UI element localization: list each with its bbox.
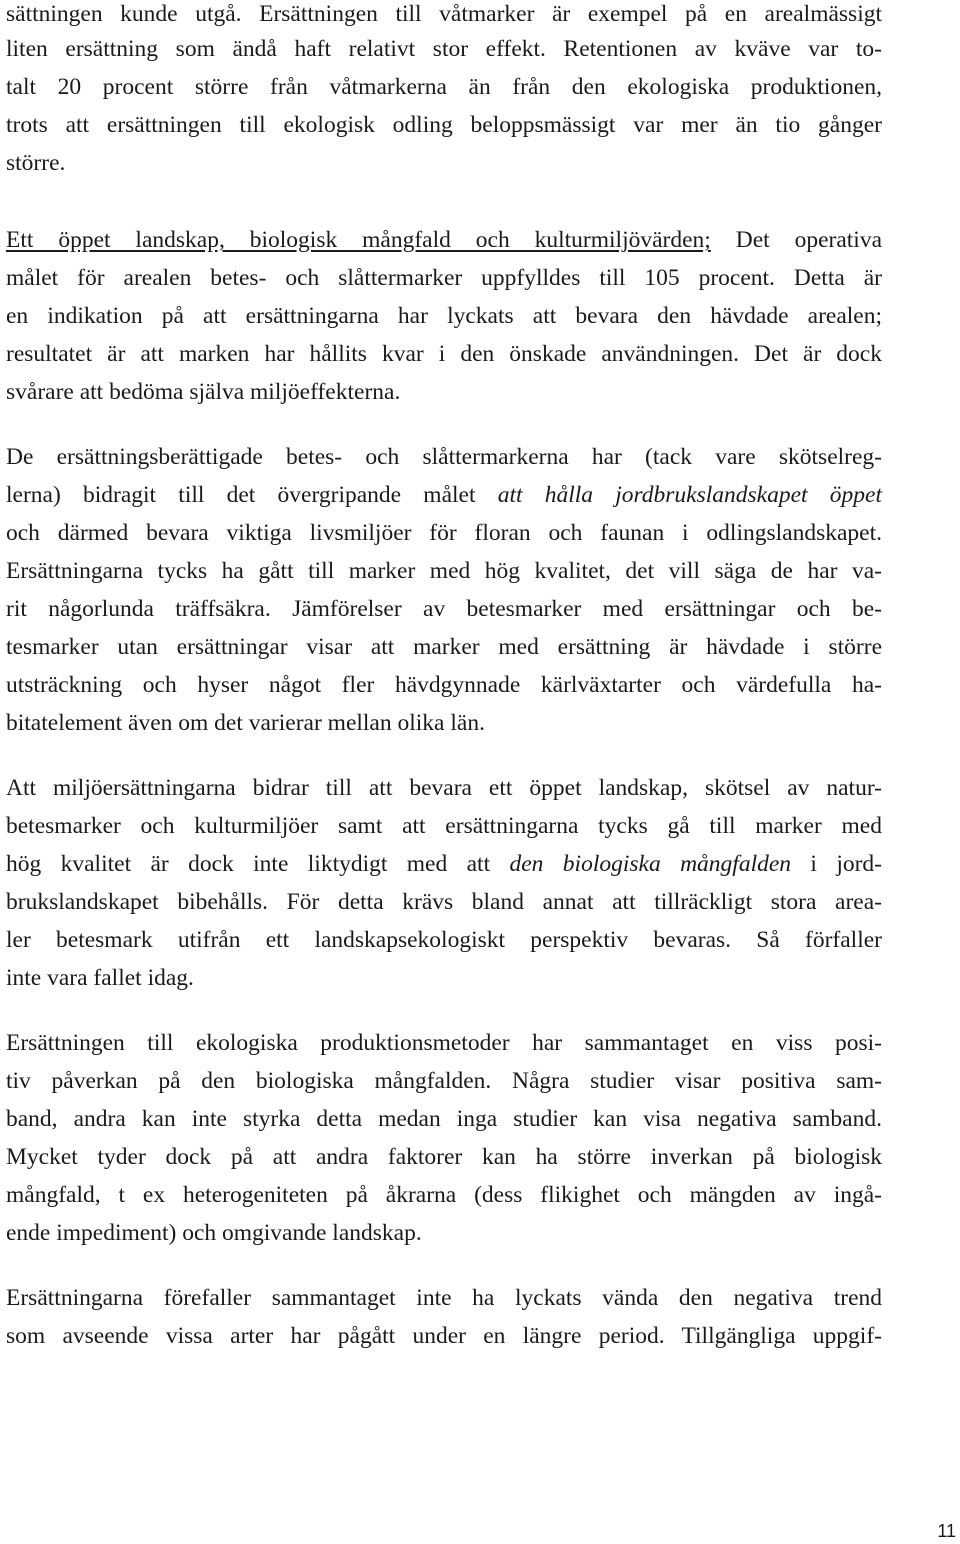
- text-line: brukslandskapet bibehålls. För detta krävs bland annat att tillräckligt stora area-: [6, 889, 882, 915]
- text-line: bitatelement även om det varierar mellan olika län.: [6, 710, 485, 736]
- text-line: liten ersättning som ändå haft relativt stor effekt. Retentionen av kväve var to-: [6, 36, 882, 62]
- text-line: Att miljöersättningarna bidrar till att bevara ett öppet landskap, skötsel av natur-: [6, 775, 882, 801]
- text-line: Ersättningarna förefaller sammantaget inte ha lyckats vända den negativa trend: [6, 1285, 882, 1311]
- emphasis-text: den biologiska mångfalden: [509, 851, 792, 877]
- text-line: ende impediment) och omgivande landskap.: [6, 1220, 422, 1246]
- page-number: 11: [937, 1521, 956, 1541]
- text-line: som avseende vissa arter har pågått under en längre period. Tillgängliga uppgif-: [6, 1323, 882, 1349]
- text-line: tesmarker utan ersättningar visar att marker med ersättning är hävdade i större: [6, 634, 882, 660]
- text-run: Det operativa: [710, 227, 883, 253]
- text-line: betesmarker och kulturmiljöer samt att ersättningarna tycks gå till marker med: [6, 813, 882, 839]
- text-line: Ersättningarna tycks ha gått till marker med hög kvalitet, det vill säga de har va-: [6, 558, 882, 584]
- text-line: större.: [6, 150, 66, 176]
- text-line: målet för arealen betes- och slåttermarker uppfylldes till 105 procent. Detta är: [6, 265, 882, 291]
- text-line: rit någorlunda träffsäkra. Jämförelser av betesmarker med ersättningar och be-: [6, 596, 882, 622]
- text-line: [6, 850, 882, 878]
- text-line: mångfald, t ex heterogeniteten på åkrarna (dess flikighet och mängden av ingå-: [6, 1182, 882, 1208]
- emphasis-text: att hålla jordbrukslandskapet öppet: [497, 482, 882, 508]
- text-run: i jord-: [791, 851, 883, 877]
- text-line: en indikation på att ersättningarna har lyckats att bevara den hävdade arealen;: [6, 303, 882, 329]
- text-line: Mycket tyder dock på att andra faktorer kan ha större inverkan på biologisk: [6, 1144, 882, 1170]
- text-line: resultatet är att marken har hållits kvar i den önskade användningen. Det är dock: [6, 341, 882, 367]
- text-line: [6, 226, 882, 254]
- text-run: lerna) bidragit till det övergripande målet: [6, 482, 498, 508]
- text-line: Ersättningen till ekologiska produktionsmetoder har sammantaget en viss posi-: [6, 1030, 882, 1056]
- text-run: hög kvalitet är dock inte liktydigt med att: [6, 851, 510, 877]
- text-line: sättningen kunde utgå. Ersättningen till våtmarker är exempel på en arealmässigt: [6, 1, 882, 27]
- text-line: utsträckning och hyser något fler hävdgynnade kärlväxtarter och värdefulla ha-: [6, 672, 882, 698]
- text-line: svårare att bedöma själva miljöeffekterna.: [6, 379, 401, 405]
- text-line: [6, 481, 882, 509]
- text-line: och därmed bevara viktiga livsmiljöer för floran och faunan i odlingslandskapet.: [6, 520, 882, 546]
- text-line: ler betesmark utifrån ett landskapsekologiskt perspektiv bevaras. Så förfaller: [6, 927, 882, 953]
- text-line: talt 20 procent större från våtmarkerna än från den ekologiska produktionen,: [6, 74, 882, 100]
- text-line: tiv påverkan på den biologiska mångfalden. Några studier visar positiva sam-: [6, 1068, 882, 1094]
- text-line: De ersättningsberättigade betes- och slåttermarkerna har (tack vare skötselreg-: [6, 444, 882, 470]
- section-heading: Ett öppet landskap, biologisk mångfald och kulturmiljövärden;: [6, 227, 711, 253]
- text-line: inte vara fallet idag.: [6, 965, 194, 991]
- text-line: trots att ersättningen till ekologisk odling beloppsmässigt var mer än tio gånger: [6, 112, 882, 138]
- text-line: band, andra kan inte styrka detta medan inga studier kan visa negativa samband.: [6, 1106, 882, 1132]
